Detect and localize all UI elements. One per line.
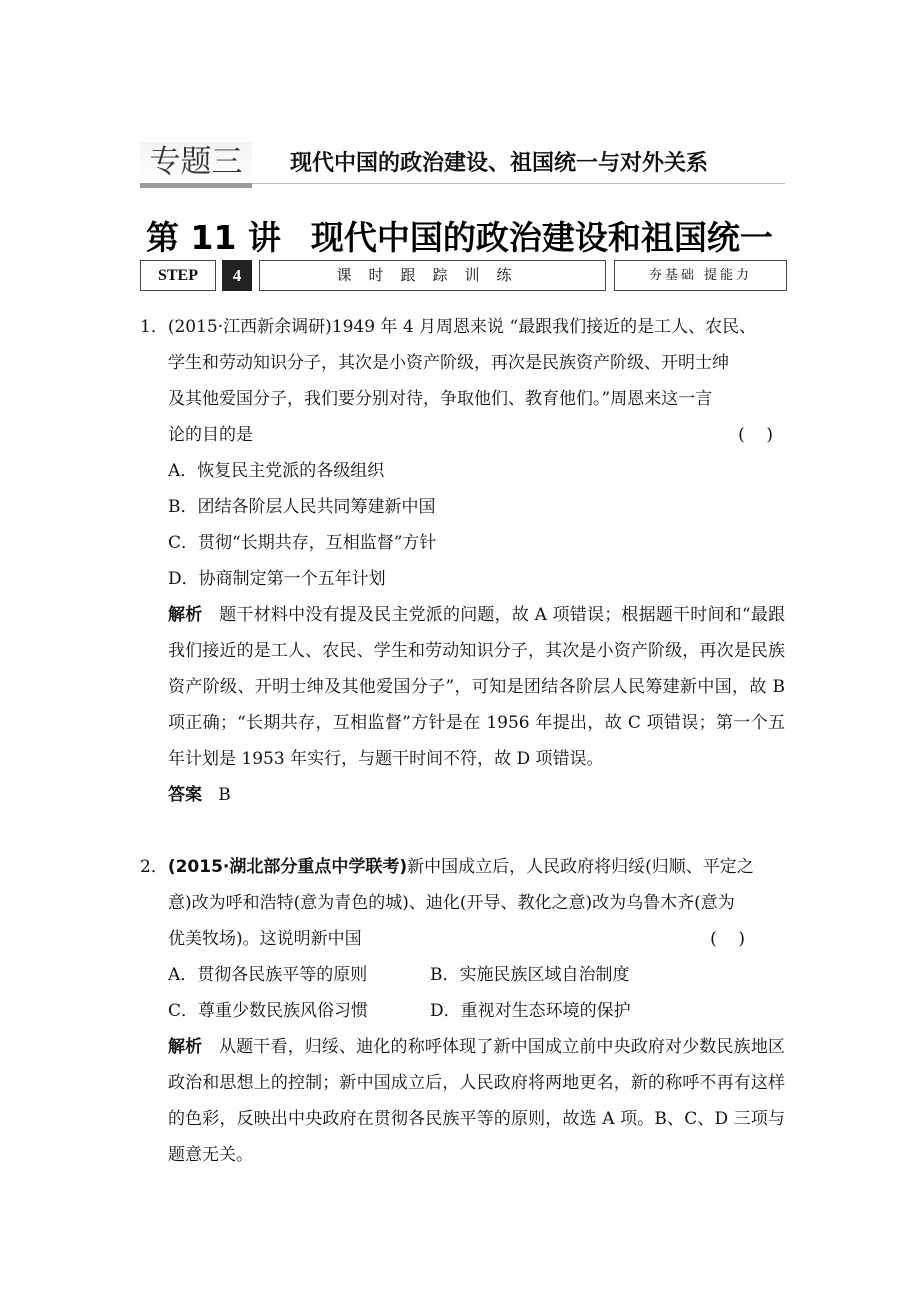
- stem-line: 新中国成立后，人民政府将归绥(归顺、平定之: [407, 857, 754, 877]
- topic-header: [140, 142, 785, 186]
- question-number: 2．: [140, 857, 168, 877]
- lecture-number: 第 11 讲: [146, 218, 281, 257]
- stem-line: 及其他爱国分子，我们要分别对待，争取他们、教育他们。”周恩来这一言: [168, 389, 713, 409]
- analysis-label: 解析: [168, 605, 203, 625]
- answer-paren: ( ): [738, 425, 773, 445]
- lecture-title: [146, 212, 773, 259]
- question-2: [140, 849, 785, 1173]
- question-source: (2015·江西新余调研): [167, 317, 332, 337]
- option-a: A．恢复民主党派的各级组织: [168, 461, 385, 481]
- analysis-label: 解析: [168, 1037, 203, 1057]
- options-row: [140, 993, 785, 1029]
- analysis: [140, 597, 785, 777]
- lecture-name: 现代中国的政治建设和祖国统一: [310, 218, 773, 257]
- stem-line: 论的目的是: [168, 425, 253, 445]
- stem-line: 1949 年 4 月周恩来说 “最跟我们接近的是工人、农民、: [331, 317, 757, 337]
- answer-label: 答案: [168, 785, 202, 805]
- analysis: [140, 1029, 785, 1173]
- stem-last-line: [140, 417, 785, 453]
- topic-rule: [252, 183, 785, 184]
- option-d: D．重视对生态环境的保护: [430, 1001, 631, 1021]
- step-number: 4: [222, 260, 252, 291]
- option-c: C．贯彻“长期共存，互相监督”方针: [168, 533, 437, 553]
- topic-label: 专题三: [140, 142, 252, 182]
- option-b: B．团结各阶层人民共同筹建新中国: [168, 497, 436, 517]
- answer: [140, 777, 785, 813]
- step-bar: [140, 260, 787, 291]
- analysis-text: 题干材料中没有提及民主党派的问题，故 A 项错误；根据题干时间和“最跟我们接近的是工人、农民、学生和劳动知识分子，其次是小资产阶级，再次是民族资产阶级、开明士绅及其他爱国分子”，可知是团结各阶层人民筹建新中国，故 B 项正确；“长期共存，互相监督”方针是在 1956 年提出，故 C 项错误；第一个五年计划是 1953 年实行，与题干时间不符，故 D 项错误。: [168, 605, 785, 769]
- answer-paren: ( ): [710, 929, 745, 949]
- topic-label-underline: [140, 183, 252, 188]
- option-b: B．实施民族区域自治制度: [430, 965, 630, 985]
- question-number: 1．: [140, 317, 168, 337]
- question-stem: [140, 309, 785, 345]
- question-stem: [140, 849, 785, 885]
- analysis-text: 从题干看，归绥、迪化的称呼体现了新中国成立前中央政府对少数民族地区政治和思想上的控制；新中国成立后，人民政府将两地更名，新的称呼不再有这样的色彩，反映出中央政府在贯彻各民族平等的原则，故选 A 项。B、C、D 三项与题意无关。: [168, 1037, 785, 1165]
- option-c: C．尊重少数民族风俗习惯: [168, 1001, 369, 1021]
- stem-line: 优美牧场)。这说明新中国: [168, 929, 362, 949]
- question-1: [140, 309, 785, 813]
- option-d: D．协商制定第一个五年计划: [168, 569, 386, 589]
- question-source: (2015·湖北部分重点中学联考): [167, 857, 408, 877]
- step-label: STEP: [140, 260, 216, 291]
- stem-line: 学生和劳动知识分子，其次是小资产阶级，再次是民族资产阶级、开明士绅: [168, 353, 729, 373]
- options-row: [140, 957, 785, 993]
- section-name: 课时跟踪训练: [259, 260, 606, 291]
- topic-title: 现代中国的政治建设、祖国统一与对外关系: [290, 151, 709, 176]
- stem-line: 意)改为呼和浩特(意为青色的城)、迪化(开导、教化之意)改为乌鲁木齐(意为: [168, 893, 735, 913]
- option-a: A．贯彻各民族平等的原则: [168, 965, 368, 985]
- stem-last-line: [140, 921, 785, 957]
- answer-value: B: [218, 785, 231, 805]
- section-tagline: 夯基础 提能力: [614, 260, 787, 291]
